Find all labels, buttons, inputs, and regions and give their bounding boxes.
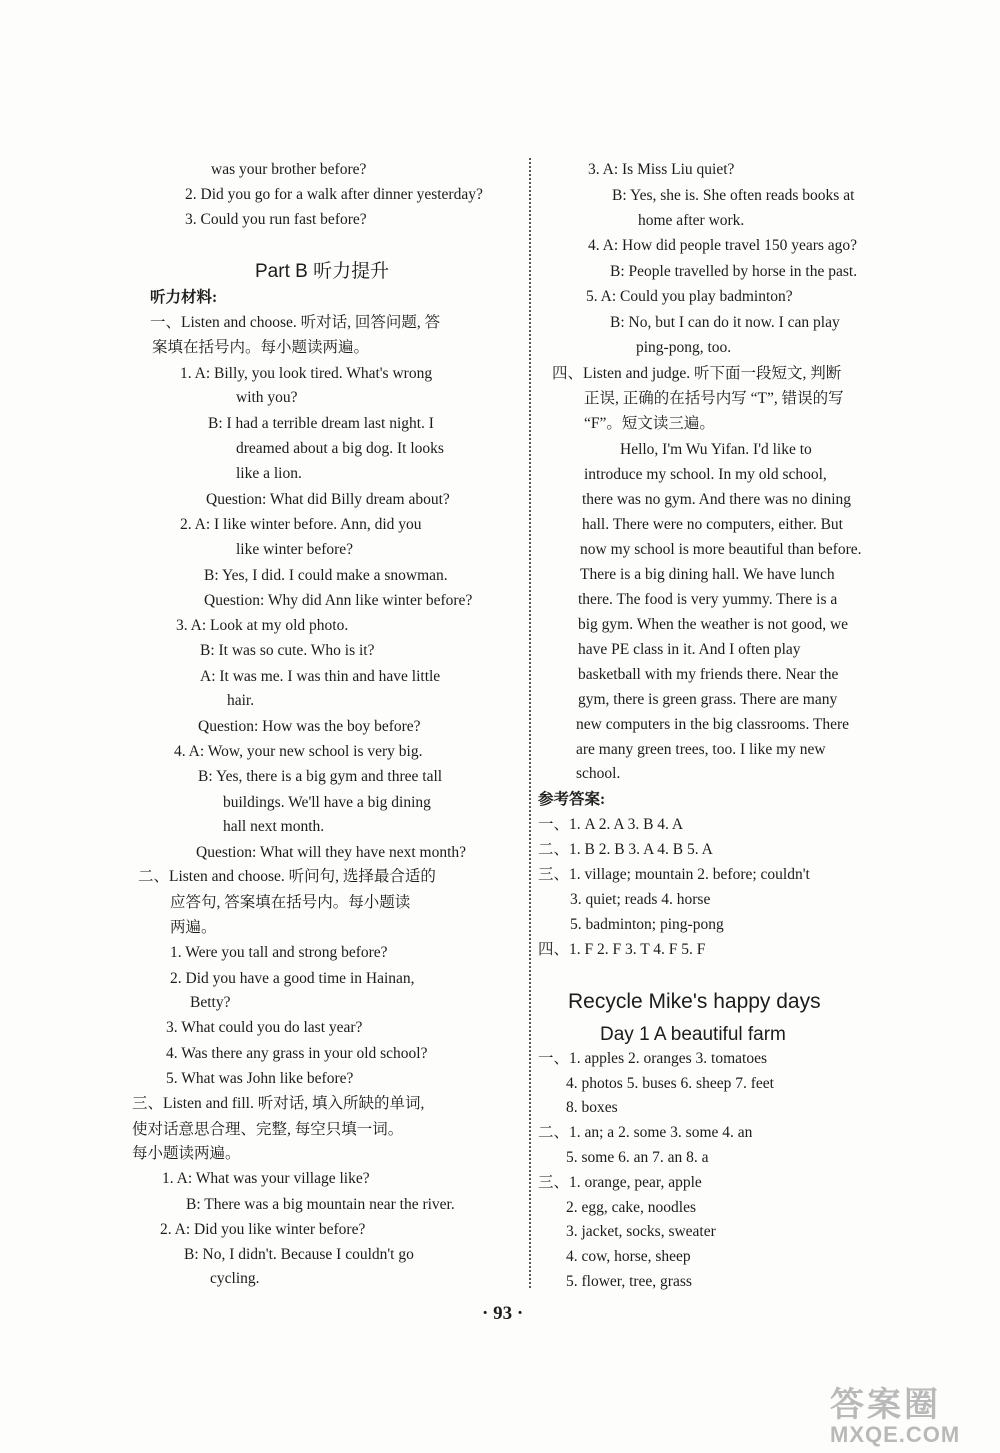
page-number: · 93 ·: [482, 1303, 524, 1324]
text-line: 4. Was there any grass in your old school?: [166, 1045, 428, 1062]
column-divider: [529, 158, 531, 1288]
answer-line: 8. boxes: [566, 1099, 618, 1116]
text-line: like a lion.: [236, 465, 302, 482]
answer-line: 三、1. village; mountain 2. before; couldn't: [538, 866, 810, 883]
text-line: there. The food is very yummy. There is a: [578, 591, 838, 608]
text-line: dreamed about a big dog. It looks: [236, 440, 444, 457]
answer-line: 二、1. B 2. B 3. A 4. B 5. A: [538, 841, 713, 858]
text-line: new computers in the big classrooms. There: [576, 716, 850, 733]
answer-line: 一、1. apples 2. oranges 3. tomatoes: [538, 1050, 768, 1067]
text-line: gym, there is green grass. There are many: [578, 691, 838, 708]
watermark-url: MXQE.COM: [830, 1422, 961, 1447]
text-line: B: There was a big mountain near the river.: [186, 1196, 455, 1213]
text-line: 4. A: Wow, your new school is very big.: [174, 743, 423, 760]
text-line: Hello, I'm Wu Yifan. I'd like to: [620, 441, 812, 458]
text-line: like winter before?: [236, 541, 354, 558]
text-line: A: It was me. I was thin and have little: [200, 668, 441, 685]
text-line: buildings. We'll have a big dining: [223, 794, 431, 811]
text-line: with you?: [236, 389, 298, 406]
text-line: are many green trees, too. I like my new: [576, 741, 826, 758]
text-line: 2. Did you have a good time in Hainan,: [170, 970, 415, 987]
text-line: 5. What was John like before?: [166, 1070, 354, 1087]
text-line: B: People travelled by horse in the past.: [610, 263, 858, 280]
text-line: 3. A: Look at my old photo.: [176, 617, 349, 634]
text-line: 1. A: What was your village like?: [162, 1170, 370, 1187]
text-line: hall. There were no computers, either. But: [582, 516, 843, 533]
text-line: basketball with my friends there. Near the: [578, 666, 839, 683]
text-line: Betty?: [190, 994, 231, 1011]
answer-line: 一、1. A 2. A 3. B 4. A: [538, 816, 684, 833]
text-line: 一、Listen and choose. 听对话, 回答问题, 答: [150, 314, 441, 331]
text-line: B: Yes, there is a big gym and three tall: [198, 768, 443, 785]
text-line: 1. Were you tall and strong before?: [170, 944, 388, 961]
text-line: 每小题读两遍。: [132, 1145, 241, 1162]
text-line: Question: Why did Ann like winter before?: [204, 592, 473, 609]
text-line: B: It was so cute. Who is it?: [200, 642, 375, 659]
text-line: “F”。短文读三遍。: [584, 415, 715, 432]
text-line: Question: What will they have next month?: [196, 844, 467, 861]
text-line: 3. A: Is Miss Liu quiet?: [588, 161, 735, 178]
text-line: 案填在括号内。每小题读两遍。: [152, 339, 370, 356]
text-line: have PE class in it. And I often play: [578, 641, 801, 658]
text-line: 三、Listen and fill. 听对话, 填入所缺的单词,: [132, 1095, 425, 1112]
answer-line: 四、1. F 2. F 3. T 4. F 5. F: [538, 941, 706, 958]
section-label: 听力材料:: [150, 289, 218, 306]
section-title: Recycle Mike's happy days: [568, 990, 821, 1013]
text-line: 2. Did you go for a walk after dinner yesterday?: [185, 186, 483, 203]
text-line: 4. A: How did people travel 150 years ago?: [588, 237, 858, 254]
text-line: now my school is more beautiful than before.: [580, 541, 862, 558]
text-line: Question: How was the boy before?: [198, 718, 421, 735]
text-line: 四、Listen and judge. 听下面一段短文, 判断: [552, 365, 842, 382]
text-line: ping-pong, too.: [636, 339, 732, 356]
answer-line: 5. flower, tree, grass: [566, 1273, 692, 1290]
answer-line: 二、1. an; a 2. some 3. some 4. an: [538, 1124, 753, 1141]
text-line: cycling.: [210, 1270, 260, 1287]
text-line: hall next month.: [223, 818, 325, 835]
text-line: 1. A: Billy, you look tired. What's wrong: [180, 365, 433, 382]
text-line: Question: What did Billy dream about?: [206, 491, 450, 508]
text-line: 3. What could you do last year?: [166, 1019, 363, 1036]
answers-heading: 参考答案:: [538, 791, 606, 808]
answer-line: 2. egg, cake, noodles: [566, 1199, 696, 1216]
answer-line: 3. jacket, socks, sweater: [566, 1223, 716, 1240]
text-line: B: No, I didn't. Because I couldn't go: [184, 1246, 414, 1263]
watermark-logo-text: 答案圈: [830, 1386, 941, 1424]
text-line: 使对话意思合理、完整, 每空只填一词。: [132, 1121, 404, 1138]
watermark-logo: [830, 1386, 980, 1448]
answer-line: 4. cow, horse, sheep: [566, 1248, 691, 1265]
text-line: 2. A: I like winter before. Ann, did you: [180, 516, 422, 533]
answer-line: 3. quiet; reads 4. horse: [570, 891, 711, 908]
answer-line: 4. photos 5. buses 6. sheep 7. feet: [566, 1075, 774, 1092]
text-line: B: Yes, she is. She often reads books at: [612, 187, 855, 204]
text-line: B: No, but I can do it now. I can play: [610, 314, 840, 331]
text-line: 应答句, 答案填在括号内。每小题读: [170, 894, 411, 911]
text-line: 二、Listen and choose. 听问句, 选择最合适的: [138, 868, 436, 885]
text-line: 5. A: Could you play badminton?: [586, 288, 793, 305]
text-line: There is a big dining hall. We have lunch: [580, 566, 835, 583]
section-title: Part B 听力提升: [255, 261, 390, 282]
text-line: hair.: [227, 692, 255, 709]
answer-line: 三、1. orange, pear, apple: [538, 1174, 702, 1191]
text-line: 2. A: Did you like winter before?: [160, 1221, 366, 1238]
answer-line: 5. some 6. an 7. an 8. a: [566, 1149, 709, 1166]
text-line: 两遍。: [170, 919, 217, 936]
text-line: home after work.: [638, 212, 745, 229]
text-line: school.: [576, 765, 621, 782]
answer-line: 5. badminton; ping-pong: [570, 916, 724, 933]
section-subtitle: Day 1 A beautiful farm: [600, 1024, 786, 1045]
text-line: B: I had a terrible dream last night. I: [208, 415, 434, 432]
text-line: big gym. When the weather is not good, we: [578, 616, 849, 633]
text-line: 3. Could you run fast before?: [185, 211, 367, 228]
text-line: there was no gym. And there was no dining: [582, 491, 852, 508]
text-line: 正误, 正确的在括号内写 “T”, 错误的写: [584, 390, 844, 407]
text-line: B: Yes, I did. I could make a snowman.: [204, 567, 448, 584]
text-line: introduce my school. In my old school,: [584, 466, 827, 483]
text-line: was your brother before?: [211, 161, 367, 178]
